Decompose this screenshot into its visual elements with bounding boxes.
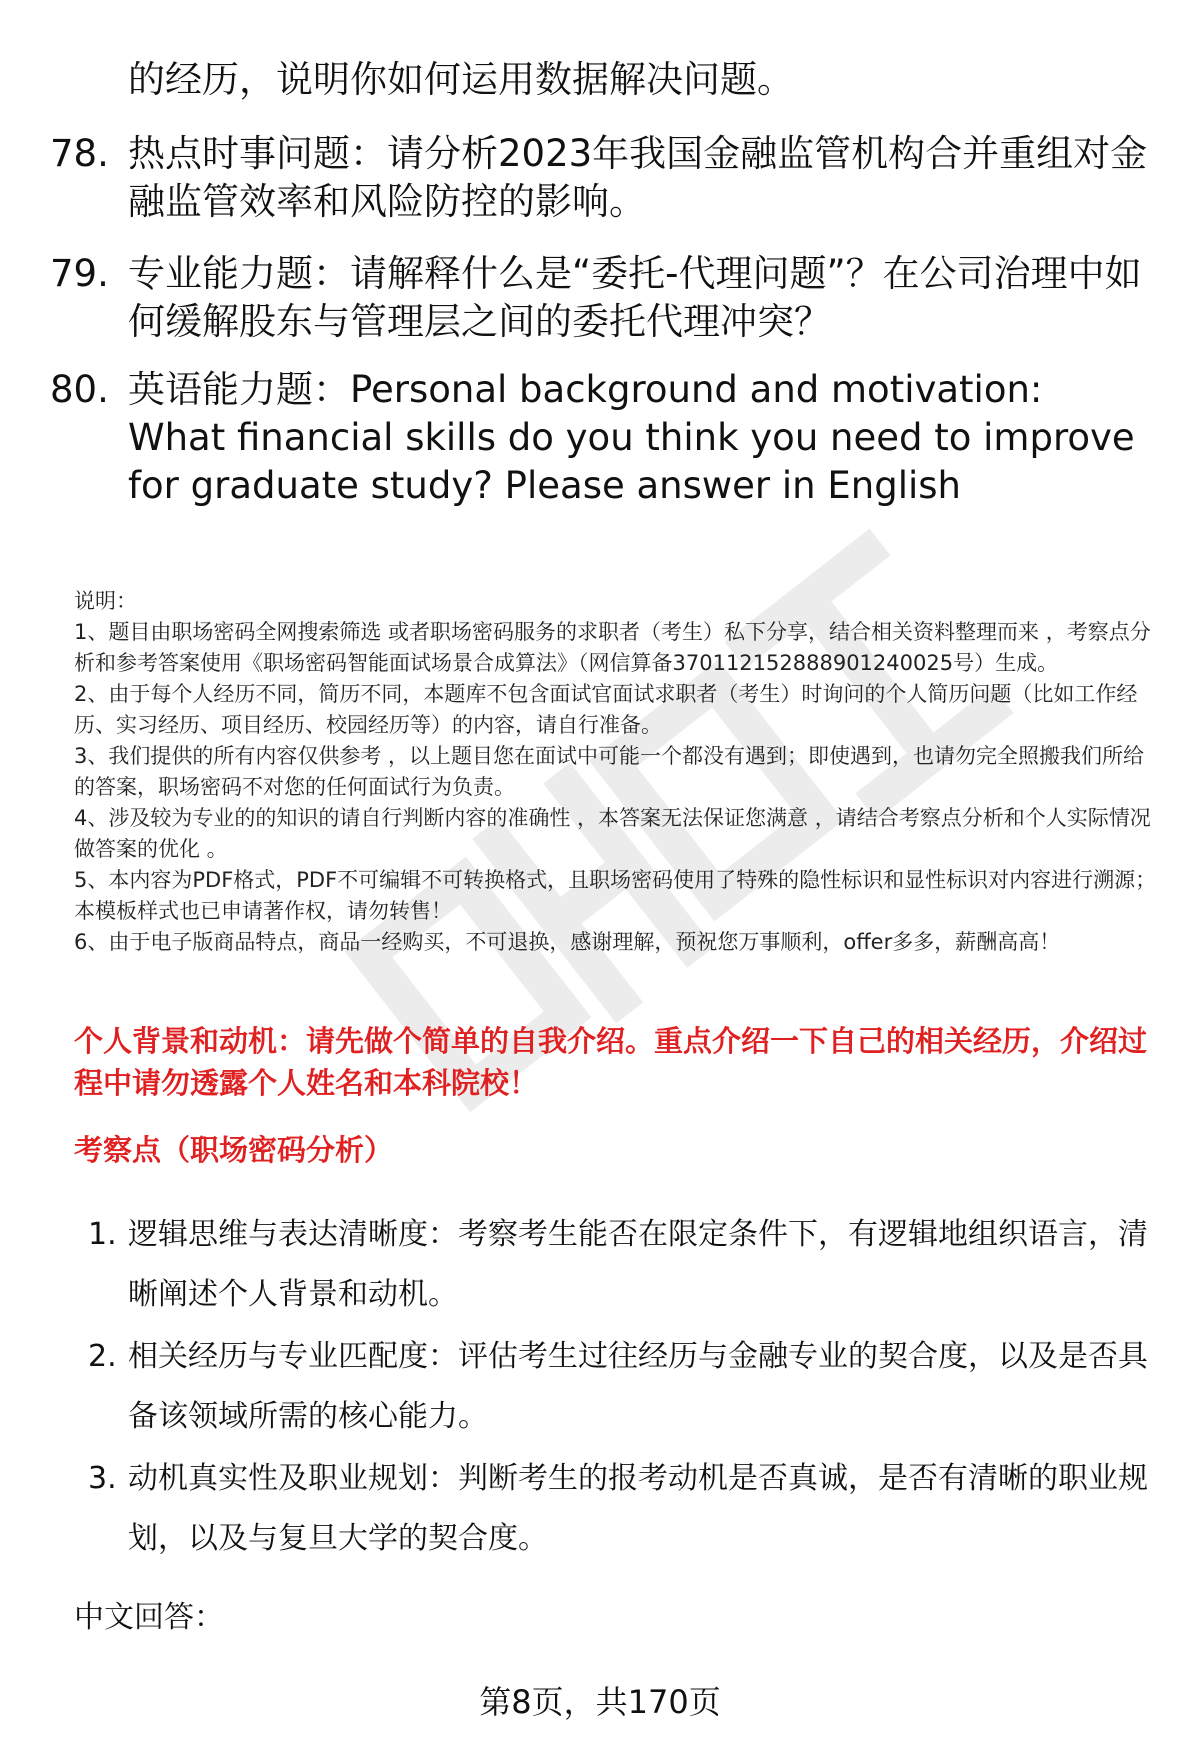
question-number: 79. [50,252,109,295]
note-item: 2、由于每个人经历不同，简历不同，本题库不包含面试官面试求职者（考生）时询问的个人简历问题（比如工作经历、实习经历、项目经历、校园经历等）的内容，请自行准备。 [74,682,1138,737]
question-text: 英语能力题：Personal background and motivation: What financial skills do you think you need to improve for graduate study? Please answer in English [128,368,1135,507]
question-number: 80. [50,368,109,411]
notes-section [74,586,1164,958]
point-number: 3. [88,1461,117,1496]
note-item: 3、我们提供的所有内容仅供参考 ，以上题目您在面试中可能一个都没有遇到；即使遇到，也请勿完全照搬我们所给的答案，职场密码不对您的任何面试行为负责。 [74,744,1145,799]
point-number: 1. [88,1217,117,1252]
notes-heading: 说明： [74,589,137,613]
note-item: 1、题目由职场密码全网搜索筛选 或者职场密码服务的求职者（考生）私下分享，结合相关资料整理而来 ，考察点分析和参考答案使用《职场密码智能面试场景合成算法》（网信算备370112152888901240025号）生成。 [74,620,1151,675]
point-text: 动机真实性及职业规划：判断考生的报考动机是否真诚，是否有清晰的职业规划，以及与复旦大学的契合度。 [128,1461,1148,1556]
point-number: 2. [88,1339,117,1374]
page-footer: 第8页，共170页 [479,1683,721,1721]
point-text: 相关经历与专业匹配度：评估考生过往经历与金融专业的契合度，以及是否具备该领域所需的核心能力。 [128,1339,1148,1434]
point-text: 逻辑思维与表达清晰度：考察考生能否在限定条件下，有逻辑地组织语言，清晰阐述个人背景和动机。 [128,1217,1148,1312]
note-item: 5、本内容为PDF格式，PDF不可编辑不可转换格式，且职场密码使用了特殊的隐性标识和显性标识对内容进行溯源；本模板样式也已申请著作权，请勿转售！ [74,868,1157,923]
answer-label: 中文回答： [74,1600,224,1635]
assessment-heading: 考察点（职场密码分析） [74,1133,394,1167]
question-text: 热点时事问题：请分析2023年我国金融监管机构合并重组对金融监管效率和风险防控的影响。 [128,132,1148,223]
note-item: 4、涉及较为专业的的知识的请自行判断内容的准确性 ，本答案无法保证您满意 ，请结合考察点分析和个人实际情况做答案的优化 。 [74,806,1151,861]
question-text: 专业能力题：请解释什么是“委托-代理问题”？在公司治理中如何缓解股东与管理层之间的委托代理冲突？ [128,252,1142,343]
question-number: 78. [50,132,109,175]
question-77-continuation: 的经历，说明你如何运用数据解决问题。 [128,58,794,101]
note-item: 6、由于电子版商品特点，商品一经购买，不可退换，感谢理解，预祝您万事顺利，offer多多，薪酬高高！ [74,930,1061,954]
question-prompt-red: 个人背景和动机：请先做个简单的自我介绍。重点介绍一下自己的相关经历，介绍过程中请勿透露个人姓名和本科院校！ [74,1024,1148,1100]
